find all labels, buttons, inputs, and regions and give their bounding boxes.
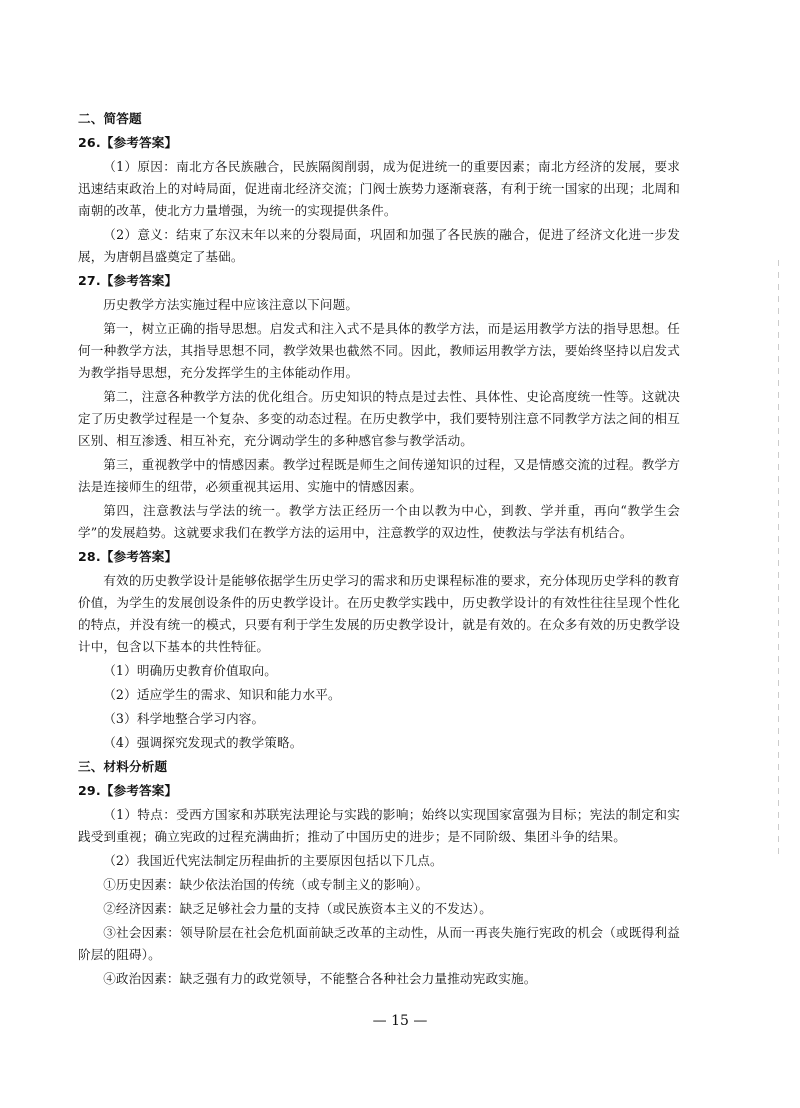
question-27-label: 27.【参考答案】 [78, 273, 178, 288]
q29-list-item: ②经济因素：缺乏足够社会力量的支持（或民族资本主义的不发达）。 [103, 901, 492, 916]
q28-list-item: （4）强调探究发现式的教学策略。 [103, 735, 303, 750]
answer-page [78, 108, 680, 992]
q27-paragraph: 第四，注意教法与学法的统一。教学方法正经历一个由以教为中心，到教、学并重，再向“教学生会学”的发展趋势。这就要求我们在教学方法的运用中，注意教学的双边性，使教法与学法有机结合。 [78, 503, 680, 540]
scan-edge-mark [778, 260, 779, 860]
page-number: — 15 — [372, 1013, 428, 1029]
q27-paragraph: 第三，重视教学中的情感因素。教学过程既是师生之间传递知识的过程，又是情感交流的过程。教学方法是连接师生的纽带，必须重视其运用、实施中的情感因素。 [78, 457, 680, 494]
section-heading-material-analysis: 三、材料分析题 [78, 759, 168, 774]
q28-paragraph: 有效的历史教学设计是能够依据学生历史学习的需求和历史课程标准的要求，充分体现历史学科的教育价值，为学生的发展创设条件的历史教学设计。在历史教学实践中，历史教学设计的有效性往往呈现个性化的特点，并没有统一的模式，只要有利于学生发展的历史教学设计，就是有效的。在众多有效的历史教学设计中，包含以下基本的共性特征。 [78, 573, 680, 654]
q29-list-item: ④政治因素：缺乏强有力的政党领导，不能整合各种社会力量推动宪政实施。 [103, 971, 537, 986]
section-heading-short-answer: 二、简答题 [78, 111, 142, 126]
q28-list-item: （3）科学地整合学习内容。 [103, 711, 265, 726]
q27-paragraph: 历史教学方法实施过程中应该注意以下问题。 [103, 297, 359, 312]
q26-paragraph: （1）原因：南北方各民族融合，民族隔阂削弱，成为促进统一的重要因素；南北方经济的发展，要求迅速结束政治上的对峙局面，促进南北经济交流；门阀士族势力逐渐衰落，有利于统一国家的出现；北周和南朝的改革，使北方力量增强，为统一的实现提供条件。 [78, 159, 680, 218]
q29-list-item: ③社会因素：领导阶层在社会危机面前缺乏改革的主动性，从而一再丧失施行宪政的机会（或既得利益阶层的阻碍）。 [78, 925, 680, 962]
question-28-label: 28.【参考答案】 [78, 549, 178, 564]
q28-list-item: （2）适应学生的需求、知识和能力水平。 [103, 687, 341, 702]
q29-paragraph: （2）我国近代宪法制定历程曲折的主要原因包括以下几点。 [103, 853, 443, 868]
q29-paragraph: （1）特点：受西方国家和苏联宪法理论与实践的影响；始终以实现国家富强为目标；宪法的制定和实践受到重视；确立宪政的过程充满曲折；推动了中国历史的进步；是不同阶级、集团斗争的结果。 [78, 807, 680, 844]
q29-list-item: ①历史因素：缺少依法治国的传统（或专制主义的影响）。 [103, 877, 429, 892]
q27-paragraph: 第一，树立正确的指导思想。启发式和注入式不是具体的教学方法，而是运用教学方法的指导思想。任何一种教学方法，其指导思想不同，教学效果也截然不同。因此，教师运用教学方法，要始终坚持以启发式为教学指导思想，充分发挥学生的主体能动作用。 [78, 321, 680, 380]
q27-paragraph: 第二，注意各种教学方法的优化组合。历史知识的特点是过去性、具体性、史论高度统一性等。这就决定了历史教学过程是一个复杂、多变的动态过程。在历史教学中，我们要特别注意不同教学方法之间的相互区别、相互渗透、相互补充，充分调动学生的多种感官参与教学活动。 [78, 389, 680, 448]
q28-list-item: （1）明确历史教育价值取向。 [103, 663, 278, 678]
question-26-label: 26.【参考答案】 [78, 135, 178, 150]
q26-paragraph: （2）意义：结束了东汉末年以来的分裂局面，巩固和加强了各民族的融合，促进了经济文化进一步发展，为唐朝昌盛奠定了基础。 [78, 227, 680, 264]
question-29-label: 29.【参考答案】 [78, 783, 178, 798]
